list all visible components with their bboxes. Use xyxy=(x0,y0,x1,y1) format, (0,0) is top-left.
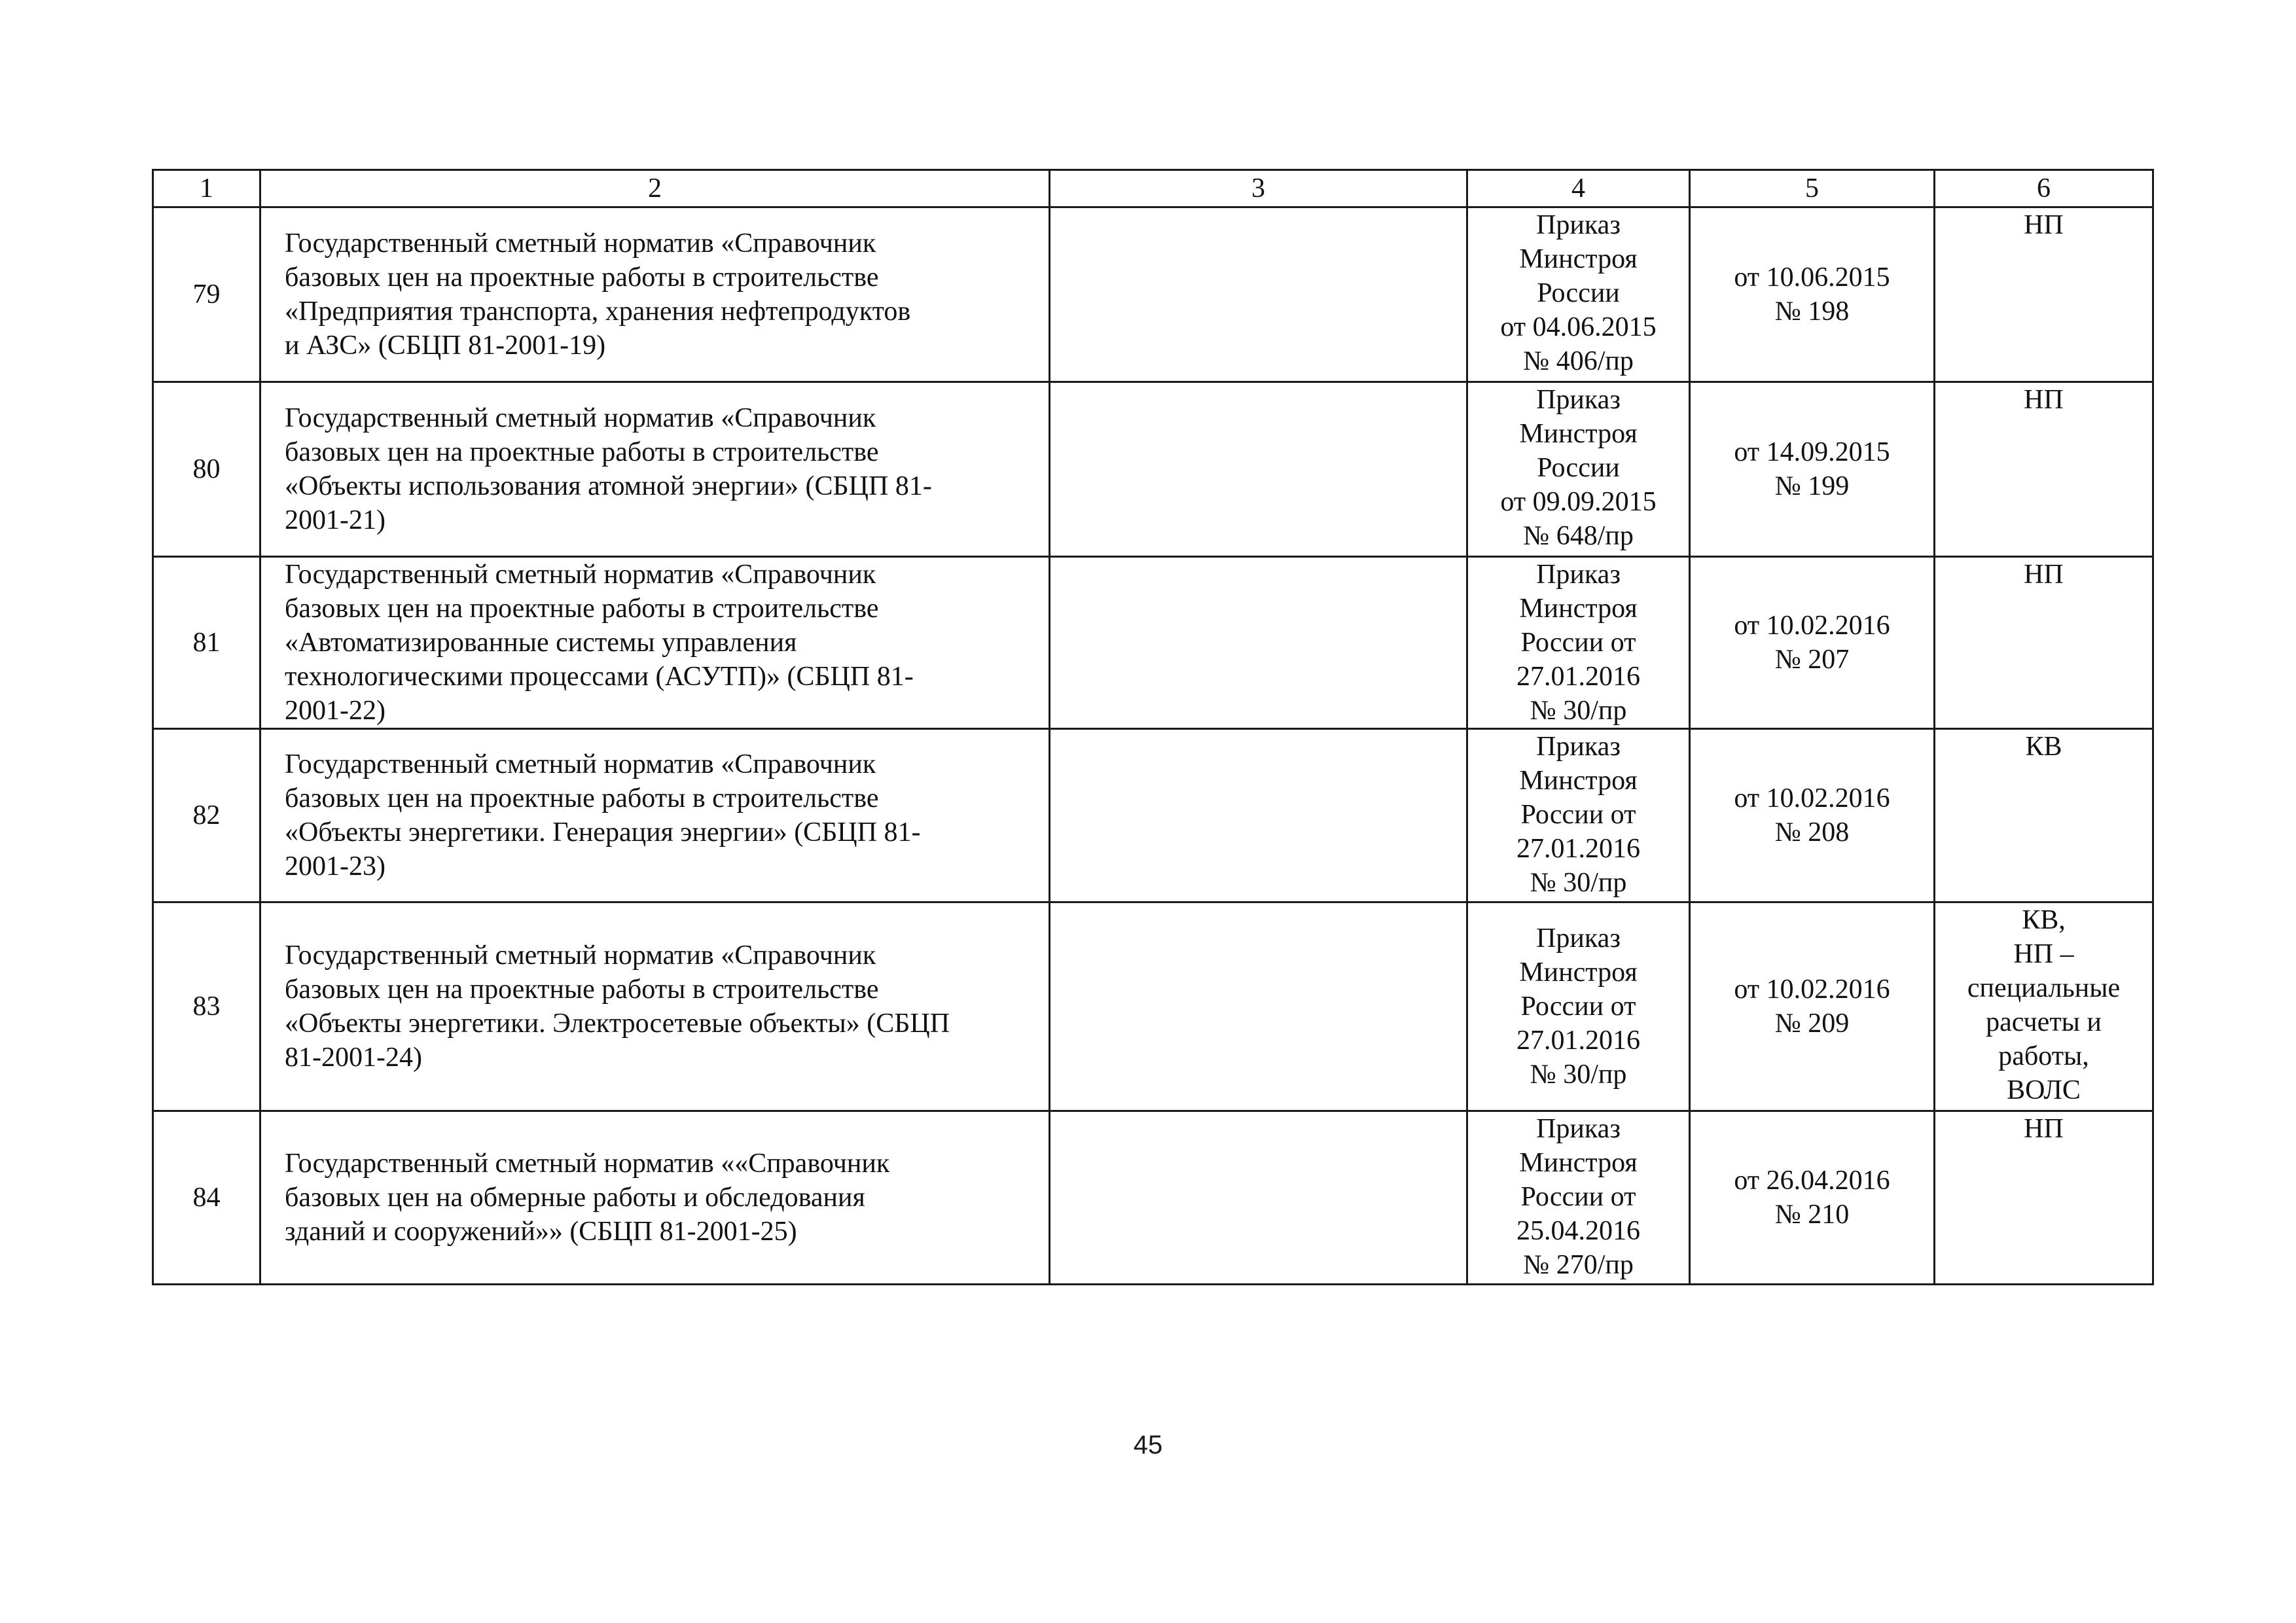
row-number: 84 xyxy=(153,1111,260,1285)
registration: от 10.06.2015 № 198 xyxy=(1690,207,1935,382)
table-row xyxy=(153,1111,2153,1285)
col-3-cell xyxy=(1050,382,1467,557)
header-col-6: 6 xyxy=(1935,170,2153,207)
row-number: 81 xyxy=(153,557,260,729)
norm-title: Государственный сметный норматив «Справочник базовых цен на проектные работы в строительстве «Предприятия транспорта, хранения нефтепродуктов и АЗС» (СБЦП 81-2001-19) xyxy=(260,207,1050,382)
norm-type: НП xyxy=(1935,1111,2153,1285)
approval-order: Приказ Минстроя России от 27.01.2016 № 30/пр xyxy=(1467,557,1690,729)
col-3-cell xyxy=(1050,557,1467,729)
norms-table xyxy=(152,169,2154,1285)
col-3-cell xyxy=(1050,207,1467,382)
approval-order: Приказ Минстроя России от 25.04.2016 № 270/пр xyxy=(1467,1111,1690,1285)
header-col-1: 1 xyxy=(153,170,260,207)
norm-title: Государственный сметный норматив «Справочник базовых цен на проектные работы в строительстве «Объекты использования атомной энергии» (СБЦП 81- 2001-21) xyxy=(260,382,1050,557)
row-number: 79 xyxy=(153,207,260,382)
page-number: 45 xyxy=(1133,1431,1163,1459)
norm-title: Государственный сметный норматив «Справочник базовых цен на проектные работы в строительстве «Автоматизированные системы управления технологическими процессами (АСУТП)» (СБЦП 81- 2001-22) xyxy=(260,557,1050,729)
col-3-cell xyxy=(1050,1111,1467,1285)
registration: от 26.04.2016 № 210 xyxy=(1690,1111,1935,1285)
registration: от 10.02.2016 № 209 xyxy=(1690,902,1935,1111)
col-3-cell xyxy=(1050,729,1467,902)
header-col-2: 2 xyxy=(260,170,1050,207)
table-row xyxy=(153,729,2153,902)
row-number: 80 xyxy=(153,382,260,557)
norm-title: Государственный сметный норматив «Справочник базовых цен на проектные работы в строительстве «Объекты энергетики. Генерация энергии» (СБЦП 81- 2001-23) xyxy=(260,729,1050,902)
table-row xyxy=(153,902,2153,1111)
table-header-row xyxy=(153,170,2153,207)
table-row xyxy=(153,207,2153,382)
registration: от 10.02.2016 № 207 xyxy=(1690,557,1935,729)
norm-type: КВ xyxy=(1935,729,2153,902)
table-row xyxy=(153,557,2153,729)
norm-type: НП xyxy=(1935,557,2153,729)
norm-type: КВ, НП – специальные расчеты и работы, ВОЛС xyxy=(1935,902,2153,1111)
header-col-5: 5 xyxy=(1690,170,1935,207)
row-number: 82 xyxy=(153,729,260,902)
row-number: 83 xyxy=(153,902,260,1111)
header-col-3: 3 xyxy=(1050,170,1467,207)
registration: от 14.09.2015 № 199 xyxy=(1690,382,1935,557)
norm-type: НП xyxy=(1935,207,2153,382)
approval-order: Приказ Минстроя России от 09.09.2015 № 648/пр xyxy=(1467,382,1690,557)
registration: от 10.02.2016 № 208 xyxy=(1690,729,1935,902)
norm-title: Государственный сметный норматив ««Справочник базовых цен на обмерные работы и обследования зданий и сооружений»» (СБЦП 81-2001-25) xyxy=(260,1111,1050,1285)
col-3-cell xyxy=(1050,902,1467,1111)
header-col-4: 4 xyxy=(1467,170,1690,207)
approval-order: Приказ Минстроя России от 04.06.2015 № 406/пр xyxy=(1467,207,1690,382)
approval-order: Приказ Минстроя России от 27.01.2016 № 30/пр xyxy=(1467,902,1690,1111)
norm-type: НП xyxy=(1935,382,2153,557)
norm-title: Государственный сметный норматив «Справочник базовых цен на проектные работы в строительстве «Объекты энергетики. Электросетевые объекты» (СБЦП 81-2001-24) xyxy=(260,902,1050,1111)
approval-order: Приказ Минстроя России от 27.01.2016 № 30/пр xyxy=(1467,729,1690,902)
table-row xyxy=(153,382,2153,557)
